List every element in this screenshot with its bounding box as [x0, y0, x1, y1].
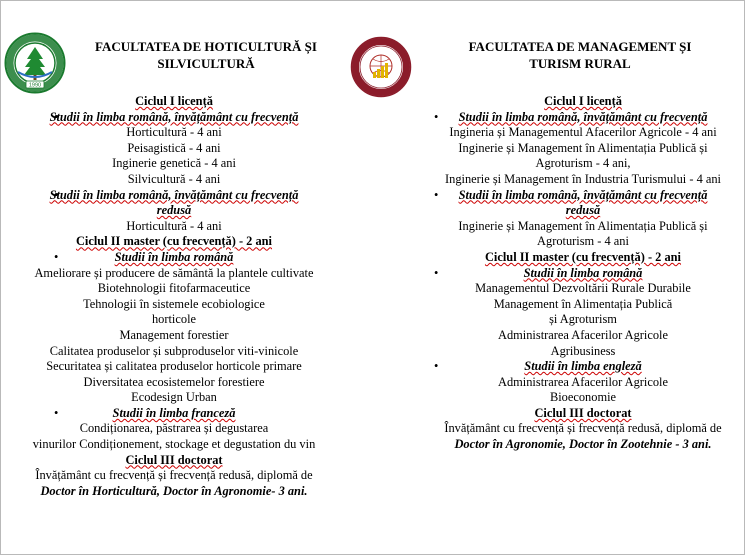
study-language-bullet: • Studii în limba franceză: [4, 406, 344, 422]
program-item: Biotehnologii fitofarmaceutice: [97, 281, 251, 296]
faculty-header: [430, 28, 740, 94]
program-item: Horticultură - 4 ani: [126, 125, 222, 140]
program-list: [4, 94, 344, 499]
faculty-title-line-2: TURISM RURAL: [529, 56, 631, 71]
program-item: horticole: [151, 312, 197, 327]
program-item: și Agroturism: [549, 312, 617, 327]
cycle-heading: Ciclul III doctorat: [125, 452, 223, 467]
program-item: Învățământ cu frecvență și frecvență redusă, diplomă de: [35, 468, 313, 483]
cycle-heading: Ciclul II master (cu frecvență) - 2 ani: [484, 249, 682, 264]
program-item: Administrarea Afacerilor Agricole: [498, 327, 668, 342]
program-item: Ameliorare și producere de sământă la plantele cultivate: [34, 265, 314, 280]
doctorate-degrees: Doctor în Horticultură, Doctor în Agronomie- 3 ani.: [40, 483, 308, 498]
program-list: [426, 94, 740, 453]
program-item: Inginerie și Management în Alimentația Publică și: [458, 140, 708, 155]
program-item: Inginerie și Management în Alimentația Publică și: [458, 218, 708, 233]
program-item: Ingineria și Managementul Afacerilor Agricole - 4 ani: [449, 125, 717, 140]
logo-year: 1990: [28, 82, 42, 89]
program-item: Securitatea și calitatea produselor horticole primare: [46, 359, 302, 374]
faculty-title-line-2: SILVICULTURĂ: [157, 56, 255, 71]
program-item: Peisagistică - 4 ani: [127, 140, 221, 155]
study-language-continuation: redusă: [156, 203, 192, 218]
program-item: Calitatea produselor și subproduselor viti-vinicole: [49, 343, 299, 358]
program-item: vinurilor Condiționement, stockage et degustation du vin: [32, 437, 316, 452]
program-item: Silvicultură - 4 ani: [127, 171, 221, 186]
faculty-horticulture-column: [4, 28, 344, 499]
program-item: Diversitatea ecosistemelor forestiere: [83, 374, 265, 389]
study-language-bullet: • Studii în limba română: [4, 250, 344, 266]
horticulture-logo-icon: [4, 32, 66, 94]
program-item: Horticultură - 4 ani: [126, 218, 222, 233]
study-language-bullet: • Studii în limba română: [426, 266, 740, 282]
program-item: Agroturism - 4 ani,: [535, 156, 631, 171]
faculty-title-line-1: FACULTATEA DE MANAGEMENT ȘI: [468, 39, 692, 54]
study-language-bullet: • Studii în limba română, învățământ cu frecvență: [4, 110, 344, 126]
cycle-heading: Ciclul III doctorat: [534, 405, 632, 420]
study-language-bullet: • Studii în limba română, învățământ cu frecvență: [426, 188, 740, 204]
program-item: Bioeconomie: [549, 390, 617, 405]
program-item: Agribusiness: [550, 343, 616, 358]
doctorate-degrees: Doctor în Agronomie, Doctor în Zootehnie - 3 ani.: [454, 437, 712, 452]
cycle-heading: Ciclul I licență: [544, 94, 622, 108]
program-item: Management forestier: [119, 327, 229, 342]
program-item: Tehnologii în sistemele ecobiologice: [83, 296, 265, 311]
program-item: Inginerie genetică - 4 ani: [112, 156, 236, 171]
program-item: Condiționarea, păstrarea și degustarea: [79, 421, 269, 436]
program-item: Ecodesign Urban: [131, 390, 217, 405]
cycle-heading: Ciclul II master (cu frecvență) - 2 ani: [75, 234, 273, 249]
program-item: Agroturism - 4 ani: [537, 234, 629, 249]
faculty-title-line-1: FACULTATEA DE HOTICULTURĂ ȘI: [95, 39, 317, 54]
faculty-title: [430, 38, 730, 72]
faculty-header: [4, 28, 344, 94]
study-language-bullet: • Studii în limba română, învățământ cu frecvență: [4, 188, 344, 204]
program-item: Managementul Dezvoltării Rurale Durabile: [475, 281, 691, 296]
program-item: Inginerie și Management în Industria Turismului - 4 ani: [445, 171, 721, 186]
cycle-heading: Ciclul I licență: [135, 94, 213, 108]
study-language-bullet: • Studii în limba română, învățământ cu frecvență: [426, 110, 740, 126]
management-logo-icon: [350, 36, 412, 98]
study-language-continuation: redusă: [565, 203, 601, 218]
faculty-title: [66, 38, 346, 72]
study-language-bullet: • Studii în limba engleză: [426, 359, 740, 375]
program-item: Management în Alimentația Publică: [493, 296, 673, 311]
faculty-management-column: [430, 28, 740, 453]
program-item: Administrarea Afacerilor Agricole: [498, 374, 668, 389]
program-item: Învățământ cu frecvență și frecvență redusă, diplomă de: [444, 421, 722, 436]
